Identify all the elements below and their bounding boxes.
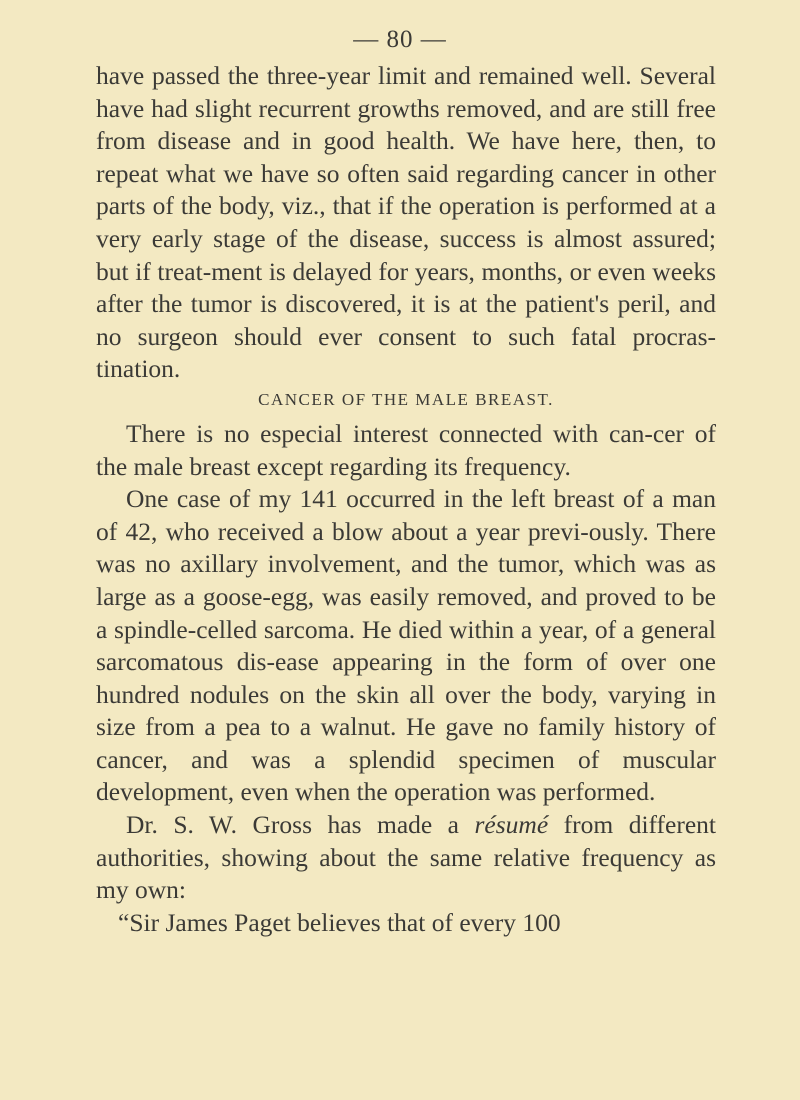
paragraph-4-after: from different authorities, showing about the same relative frequency as my own: xyxy=(96,810,717,905)
paragraph-4-before: Dr. S. W. Gross has made a xyxy=(126,810,475,840)
section-heading: CANCER OF THE MALE BREAST. xyxy=(258,389,554,409)
quote-line: “Sir James Paget believes that of every 100 xyxy=(118,907,561,937)
page-text xyxy=(96,60,716,939)
paragraph-3: One case of my 141 occurred in the left breast of a man of 42, who received a blow about a year previ-ously. There was no axillary involvement, and the tumor, which was as large as a goose-egg, was easily removed, and proved to be a spindle-celled sarcoma. He died within a year, of a general sarcomatous dis-ease appearing in the form of over one hundred nodules on the skin all over the body, varying in size from a pea to a walnut. He gave no family history of cancer, and was a splendid specimen of muscular development, even when the operation was performed. xyxy=(96,484,716,807)
paragraph-1: have passed the three-year limit and remained well. Several have had slight recurrent growths removed, and are still free from disease and in good health. We have here, then, to repeat what we have so often said regarding cancer in other parts of the body, viz., that if the operation is performed at a very early stage of the disease, success is almost assured; but if treat-ment is delayed for years, months, or even weeks after the tumor is discovered, it is at the patient's peril, and no surgeon should ever consent to such fatal procras-tination. xyxy=(96,61,716,384)
paragraph-4 xyxy=(96,809,716,907)
paragraph-4-italic: résumé xyxy=(474,810,549,840)
page-number: — 80 — xyxy=(353,26,447,53)
paragraph-2: There is no especial interest connected with can-cer of the male breast except regarding its frequency. xyxy=(96,418,716,481)
